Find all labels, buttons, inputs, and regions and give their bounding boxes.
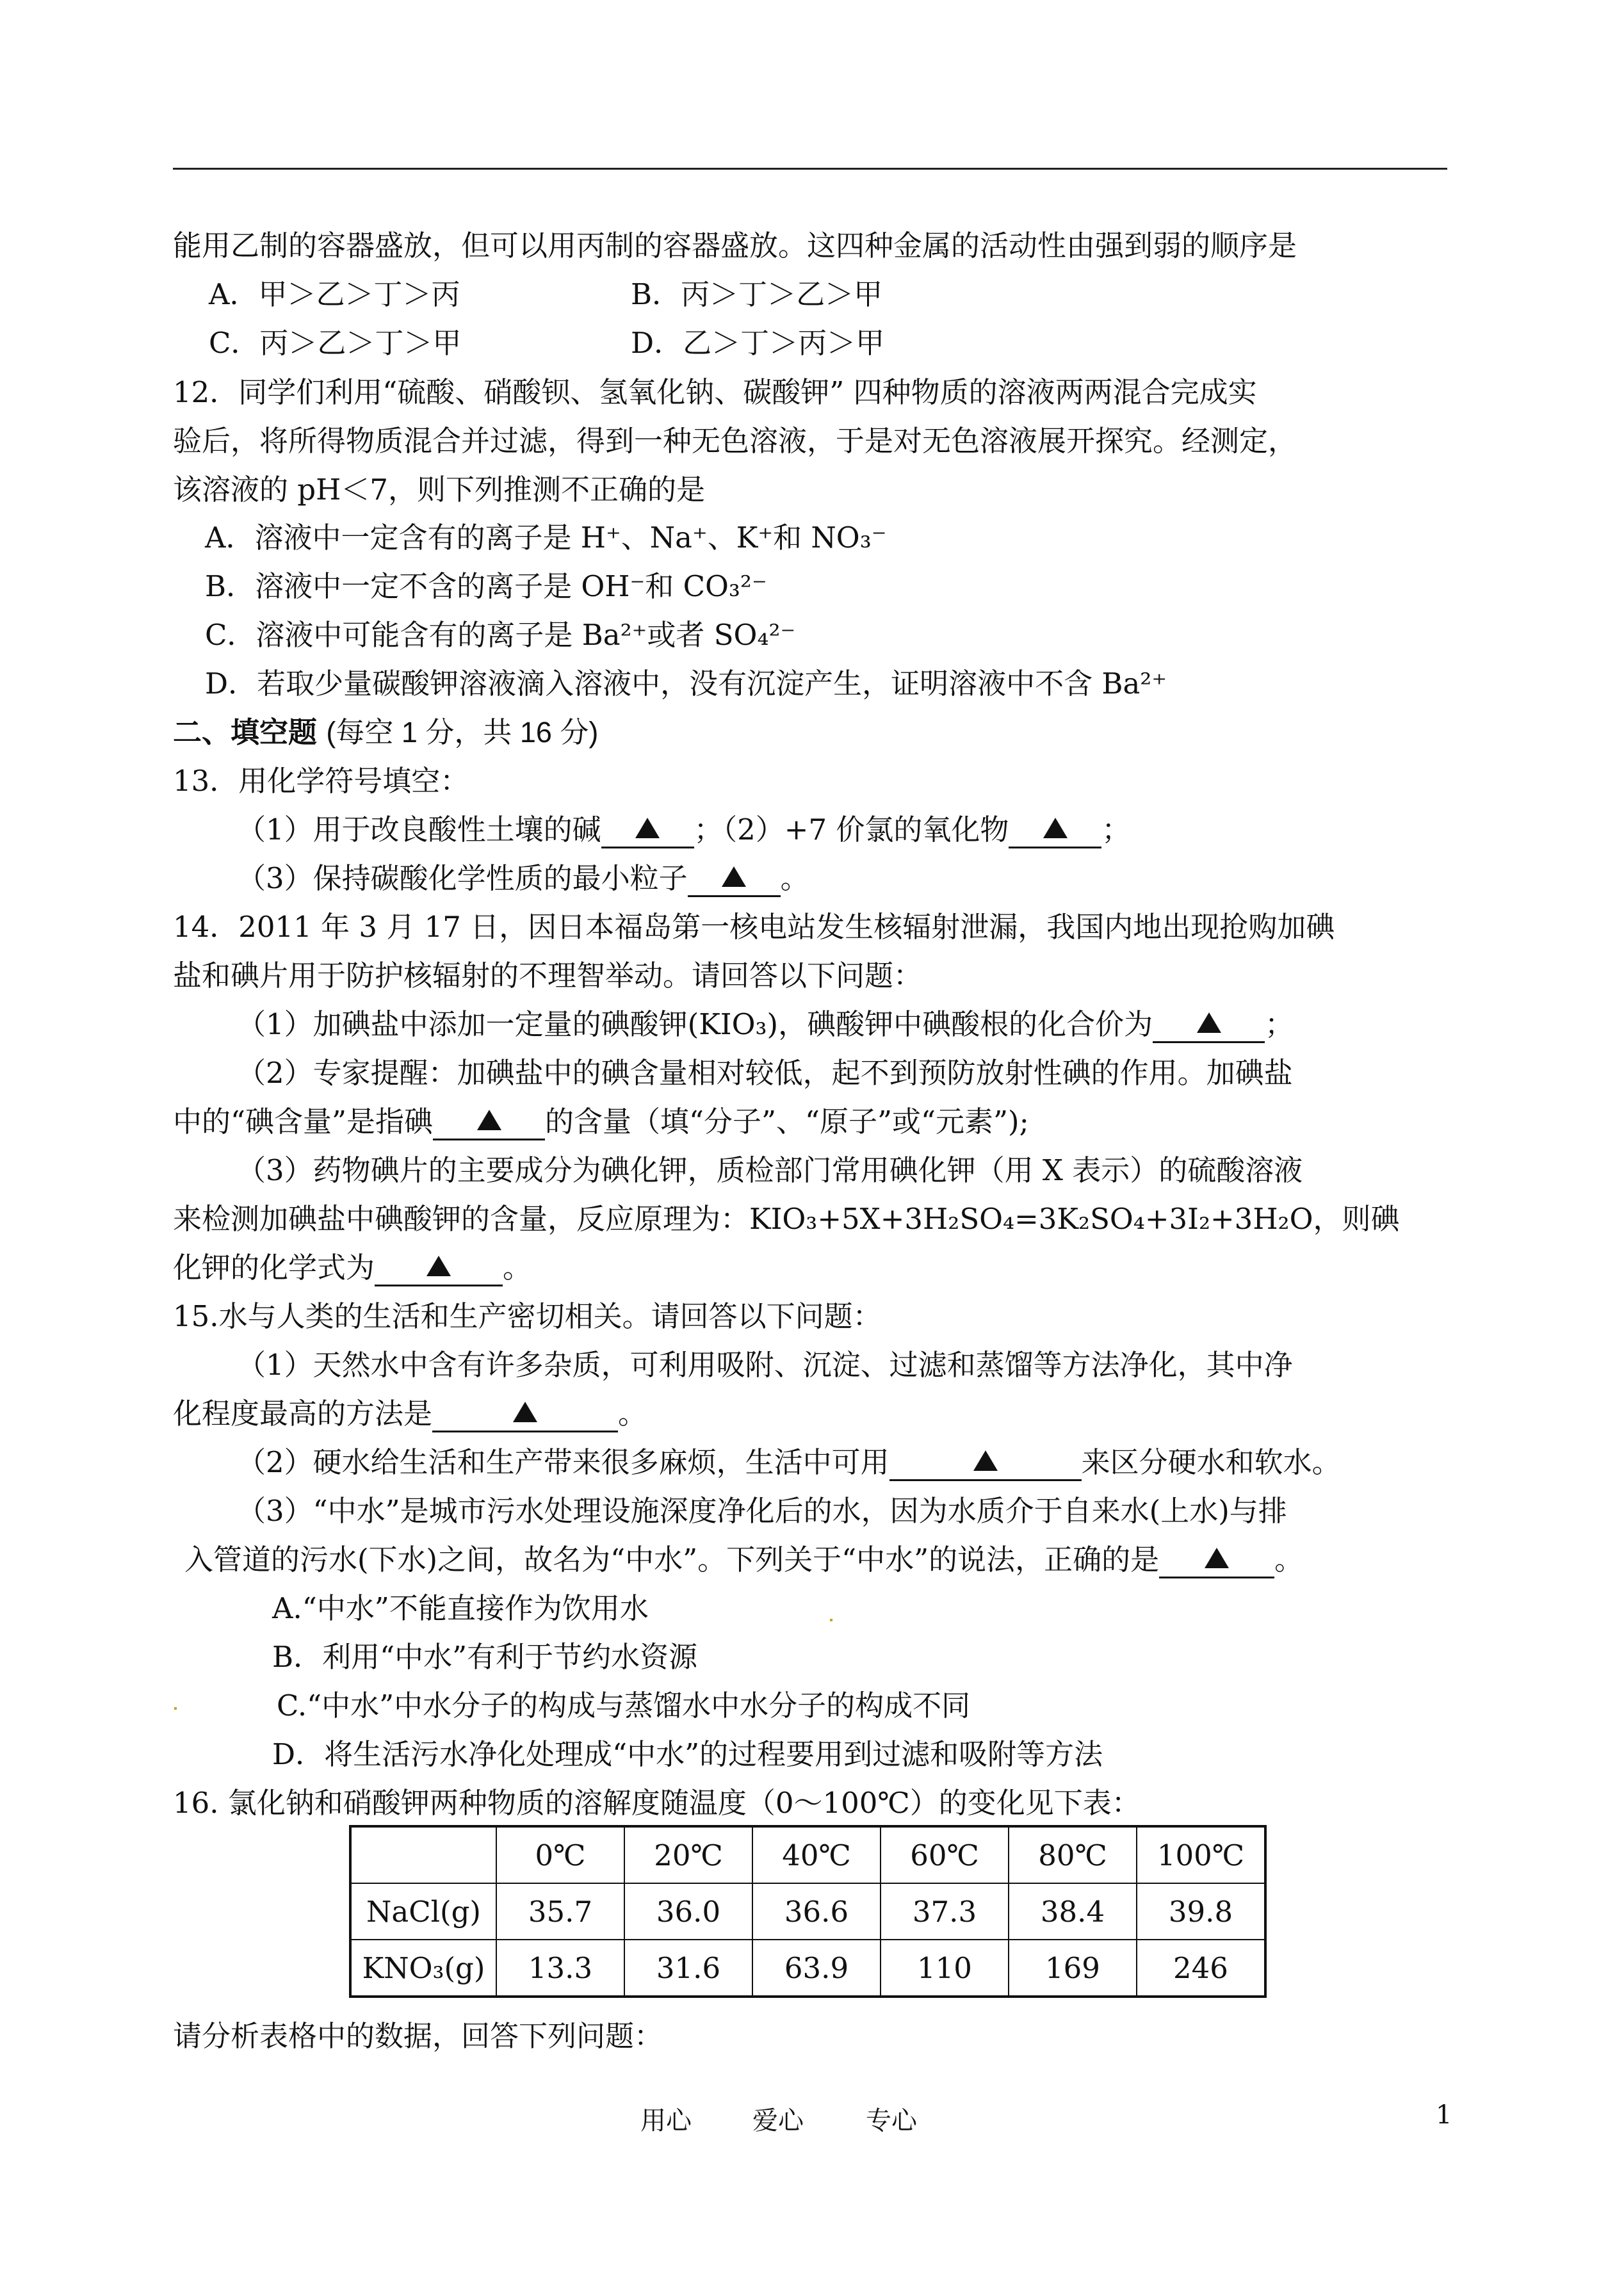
triangle-icon: [426, 1256, 451, 1276]
section-2-note: (每空 1 分，共 16 分): [326, 716, 599, 749]
q15-part-2: [237, 1443, 1341, 1482]
q12-option-b: B．溶液中一定不含的离子是 OH⁻和 CO₃²⁻: [205, 569, 767, 603]
q14-part-3c: [173, 1249, 532, 1287]
table-cell: 31.6: [624, 1940, 752, 1997]
table-cell: 169: [1009, 1940, 1137, 1997]
q12-option-d: D．若取少量碳酸钾溶液滴入溶液中，没有沉淀产生，证明溶液中不含 Ba²⁺: [205, 667, 1167, 701]
table-cell: 38.4: [1009, 1883, 1137, 1940]
header-rule: [173, 168, 1447, 170]
table-header-cell: 80℃: [1009, 1826, 1137, 1883]
table-header-cell: 40℃: [752, 1826, 881, 1883]
q14-part-2b: [173, 1103, 1029, 1141]
q11-option-d: D．乙＞丁＞丙＞甲: [631, 326, 885, 360]
table-cell: 36.6: [752, 1883, 881, 1940]
q14-part-2b-text: 中的“碘含量”是指碘: [173, 1105, 434, 1139]
q13-line-2: [237, 859, 809, 898]
q15-part-1b-text: 化程度最高的方法是: [173, 1397, 433, 1431]
q13-part-2: ；（2）+7 价氯的氧化物: [694, 813, 1009, 847]
q14-part-2b-post: 的含量（填“分子”、“原子”或“元素”);: [545, 1105, 1029, 1139]
q14-part-3a: （3）药物碘片的主要成分为碘化钾，质检部门常用碘化钾（用 X 表示）的硫酸溶液: [237, 1153, 1303, 1187]
q14-part-1-text: （1）加碘盐中添加一定量的碘酸钾(KIO₃)，碘酸钾中碘酸根的化合价为: [237, 1007, 1153, 1041]
triangle-icon: [1043, 818, 1068, 838]
table-cell: 37.3: [881, 1883, 1009, 1940]
q14-part-2a: （2）专家提醒：加碘盐中的碘含量相对较低，起不到预防放射性碘的作用。加碘盐: [237, 1056, 1293, 1090]
table-cell: 35.7: [496, 1883, 624, 1940]
answer-blank[interactable]: [601, 813, 694, 848]
footer-motto-2: 爱心: [752, 2106, 804, 2136]
q13-part-2-end: ；: [1101, 813, 1131, 847]
q14-part-3b: 来检测加碘盐中碘酸钾的含量，反应原理为：KIO₃+5X+3H₂SO₄=3K₂SO₄+3I₂+3H₂O，则碘: [173, 1202, 1400, 1236]
q12-line-2: 验后，将所得物质混合并过滤，得到一种无色溶液，于是对无色溶液展开探究。经测定，: [173, 424, 1297, 458]
q13-part-3-end: 。: [780, 861, 809, 895]
answer-blank[interactable]: [1153, 1008, 1265, 1043]
triangle-icon: [1205, 1548, 1229, 1568]
q15-option-c: C.“中水”中水分子的构成与蒸馏水中水分子的构成不同: [277, 1689, 971, 1723]
q15-option-a: A.“中水”不能直接作为饮用水: [272, 1591, 649, 1625]
table-cell: 246: [1137, 1940, 1265, 1997]
answer-blank[interactable]: [432, 1397, 618, 1432]
q16-title: 16. 氯化钠和硝酸钾两种物质的溶解度随温度（0～100℃）的变化见下表：: [173, 1786, 1141, 1820]
q12-option-a: A．溶液中一定含有的离子是 H⁺、Na⁺、K⁺和 NO₃⁻: [205, 521, 887, 555]
q14-line-1: 14．2011 年 3 月 17 日，因日本福岛第一核电站发生核辐射泄漏，我国内地出现抢购加碘: [173, 910, 1335, 944]
triangle-icon: [635, 818, 660, 838]
q14-part-1: [237, 1005, 1294, 1044]
q11-option-a: A．甲＞乙＞丁＞丙: [209, 277, 460, 311]
q13-line-1: [237, 811, 1130, 849]
table-header-cell: 0℃: [496, 1826, 624, 1883]
table-cell: 36.0: [624, 1883, 752, 1940]
q15-option-b: B．利用“中水”有利于节约水资源: [272, 1640, 698, 1674]
table-header-cell: 60℃: [881, 1826, 1009, 1883]
q11-option-c: C．丙＞乙＞丁＞甲: [209, 326, 462, 360]
table-row: [350, 1940, 1265, 1997]
stray-dot: [830, 1619, 832, 1621]
q15-part-3b-text: 入管道的污水(下水)之间，故名为“中水”。下列关于“中水”的说法，正确的是: [184, 1543, 1160, 1577]
q15-part-3a: （3）“中水”是城市污水处理设施深度净化后的水，因为水质介于自来水(上水)与排: [237, 1494, 1287, 1528]
q12-line-1: 12．同学们利用“硫酸、硝酸钡、氢氧化钠、碳酸钾” 四种物质的溶液两两混合完成实: [173, 375, 1257, 409]
triangle-icon: [477, 1110, 501, 1130]
table-corner-cell: [350, 1826, 496, 1883]
section-2-title: 二、填空题: [173, 715, 318, 749]
intro-line: 能用乙制的容器盛放，但可以用丙制的容器盛放。这四种金属的活动性由强到弱的顺序是: [173, 229, 1297, 263]
q15-part-1b: [173, 1395, 647, 1433]
q13-part-3: （3）保持碳酸化学性质的最小粒子: [237, 861, 688, 895]
triangle-icon: [513, 1402, 537, 1422]
q12-line-3: 该溶液的 pH＜7，则下列推测不正确的是: [173, 473, 705, 507]
footer-motto-1: 用心: [640, 2106, 692, 2136]
q15-part-1a: （1）天然水中含有许多杂质，可利用吸附、沉淀、过滤和蒸馏等方法净化，其中净: [237, 1348, 1293, 1382]
q15-title: 15.水与人类的生活和生产密切相关。请回答以下问题：: [173, 1299, 882, 1333]
triangle-icon: [973, 1450, 998, 1471]
table-header-cell: 20℃: [624, 1826, 752, 1883]
q13-title: 13．用化学符号填空：: [173, 764, 469, 798]
q12-option-c: C．溶液中可能含有的离子是 Ba²⁺或者 SO₄²⁻: [205, 618, 796, 652]
q14-part-3c-text: 化钾的化学式为: [173, 1251, 375, 1285]
footer-motto-3: 专心: [866, 2106, 917, 2136]
table-cell: 63.9: [752, 1940, 881, 1997]
q14-part-1-end: ；: [1265, 1007, 1294, 1041]
q15-option-d: D．将生活污水净化处理成“中水”的过程要用到过滤和吸附等方法: [272, 1737, 1103, 1771]
stray-dot: [174, 1707, 177, 1710]
q16-after-table: 请分析表格中的数据，回答下列问题：: [173, 2019, 663, 2053]
page-number: 1: [1436, 2100, 1452, 2130]
table-row-label: NaCl(g): [350, 1883, 496, 1940]
q11-option-b: B．丙＞丁＞乙＞甲: [631, 277, 883, 311]
solubility-table: [349, 1825, 1267, 1998]
table-header-cell: 100℃: [1137, 1826, 1265, 1883]
table-cell: 39.8: [1137, 1883, 1265, 1940]
q15-part-2-text: （2）硬水给生活和生产带来很多麻烦，生活中可用: [237, 1445, 889, 1479]
section-2-heading: [173, 713, 598, 752]
table-row: [350, 1883, 1265, 1940]
q15-part-3b-end: 。: [1274, 1543, 1304, 1577]
q15-part-2-post: 来区分硬水和软水。: [1081, 1445, 1341, 1479]
table-cell: 13.3: [496, 1940, 624, 1997]
q13-part-1: （1）用于改良酸性土壤的碱: [237, 813, 601, 847]
triangle-icon: [722, 866, 746, 887]
answer-blank[interactable]: [433, 1105, 545, 1140]
answer-blank[interactable]: [375, 1251, 503, 1286]
table-header-row: [350, 1826, 1265, 1883]
triangle-icon: [1197, 1012, 1221, 1033]
table-cell: 110: [881, 1940, 1009, 1997]
answer-blank[interactable]: [889, 1446, 1082, 1481]
q14-part-3c-end: 。: [503, 1251, 532, 1285]
q15-part-1b-end: 。: [618, 1397, 647, 1431]
answer-blank[interactable]: [1159, 1543, 1274, 1578]
q14-line-2: 盐和碘片用于防护核辐射的不理智举动。请回答以下问题：: [173, 959, 923, 993]
answer-blank[interactable]: [1009, 813, 1101, 848]
answer-blank[interactable]: [688, 862, 781, 897]
q15-part-3b: [184, 1541, 1303, 1579]
table-row-label: KNO₃(g): [350, 1940, 496, 1997]
